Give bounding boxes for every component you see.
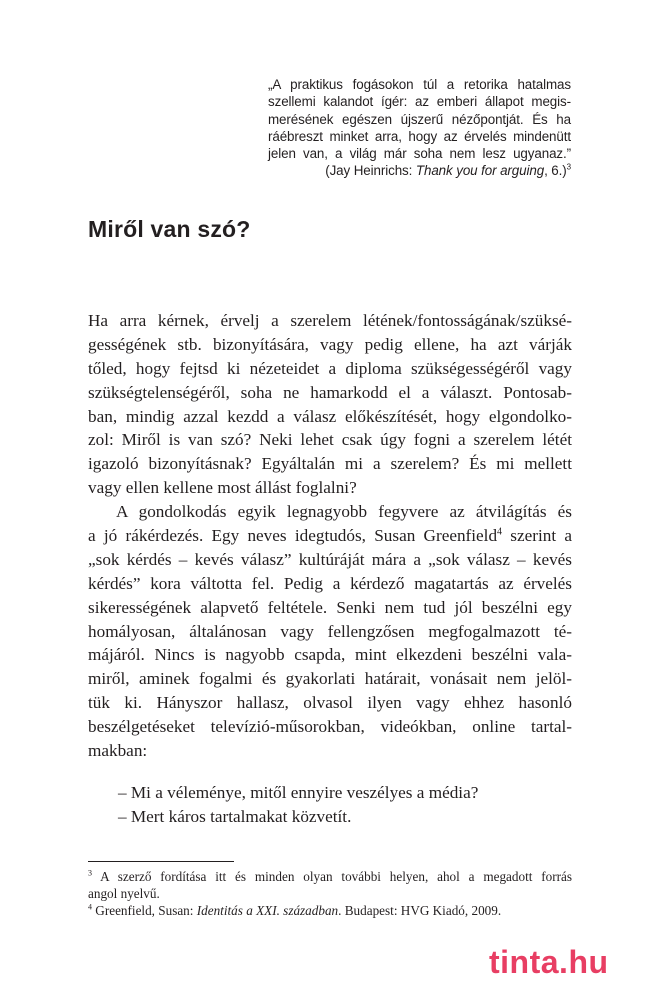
epigraph xyxy=(268,76,571,180)
footnote-number: 3 xyxy=(88,868,92,878)
footnote-3 xyxy=(88,868,572,902)
epigraph-source-title: Thank you for arguing xyxy=(415,163,545,179)
section-heading: Miről van szó? xyxy=(88,216,251,242)
body-line: homályosan, általánosan vagy fellengzősen megfogalmazott té- xyxy=(88,621,572,641)
body-text xyxy=(88,309,572,829)
footnote-line xyxy=(88,902,572,919)
body-line: igazoló bizonyításnak? Egyáltalán mi a szerelem? És mi mellett xyxy=(88,454,572,474)
footnote-line: angol nyelvű. xyxy=(88,886,160,901)
paragraph-gap xyxy=(88,763,572,781)
epigraph-line: ráébreszt minket arra, hogy az érvelés mindenütt xyxy=(268,128,571,144)
footnote-line xyxy=(88,868,572,885)
body-line: tük ki. Hányszor hallasz, olvasol ilyen vagy ehhez hasonló xyxy=(88,693,572,713)
watermark-logo: tinta.hu xyxy=(489,944,609,980)
footnote-4 xyxy=(88,902,572,919)
body-line: A gondolkodás egyik legnagyobb fegyvere az átvilágítás és xyxy=(116,502,572,522)
body-line: szükségtelenségéről, soha ne hamarkodd el a választ. Pontosab- xyxy=(88,382,572,402)
body-line: zol: Miről is van szó? Neki lehet csak úgy fogni a szerelem létét xyxy=(88,430,572,450)
body-line: kérdés” kora váltotta fel. Pedig a kérdező magatartás az érvelés xyxy=(88,573,572,593)
body-line: „sok kérdés – kevés válasz” kultúráját mára a „sok válasz – kevés xyxy=(88,549,572,569)
body-line xyxy=(88,524,572,548)
footnote-title: Identitás a XXI. században xyxy=(196,903,339,918)
body-line: miről, aminek fogalmi és gyakorlati határait, vonásait nem jelöl- xyxy=(88,669,572,689)
footnote-number: 4 xyxy=(88,902,92,912)
epigraph-source-suffix: , 6.) xyxy=(544,163,567,179)
body-line: makban: xyxy=(88,741,148,761)
footnote-divider xyxy=(88,861,234,862)
body-line: vagy ellen kellene most állást foglalni? xyxy=(88,478,357,498)
epigraph-line: „A praktikus fogásokon túl a retorika hatalmas xyxy=(268,77,571,92)
body-line: tőled, hogy fejtsd ki nézeteidet a diploma szükségességéről vagy xyxy=(88,358,572,378)
body-line: beszélgetéseket televízió-műsorokban, videókban, online tartal- xyxy=(88,717,572,737)
body-line: gességének stb. bizonyítására, vagy pedig ellene, ha azt várják xyxy=(88,334,572,354)
epigraph-line: merésének egészen újszerű nézőpontját. És ha xyxy=(268,111,571,127)
body-line: májáról. Nincs is nagyobb csapda, mint elkezdeni beszélni vala- xyxy=(88,645,572,665)
footnote-ref-4[interactable]: 4 xyxy=(497,526,503,538)
body-line-part: a jó rákérdezés. Egy neves idegtudós, Susan Greenfield xyxy=(88,526,498,546)
footnote-text: A szerző fordítása itt és minden olyan további helyen, ahol a megadott forrás xyxy=(92,869,572,884)
epigraph-source-prefix: (Jay Heinrichs: xyxy=(325,163,416,179)
dialogue-line: – Mert káros tartalmakat közvetít. xyxy=(118,806,352,826)
body-line: Ha arra kérnek, érvelj a szerelem létének/fontosságának/szüksé- xyxy=(88,311,572,330)
dialogue-line: – Mi a véleménye, mitől ennyire veszélyes a média? xyxy=(118,782,479,802)
body-line-part: szerint a xyxy=(502,526,572,546)
body-line: ban, mindig azzal kezdd a válasz előkészítését, hogy elgondolko- xyxy=(88,406,572,426)
footnote-text: Greenfield, Susan: xyxy=(92,903,197,918)
epigraph-line: jelen van, a világ már soha nem lesz ugyanaz.” xyxy=(268,146,571,162)
footnotes xyxy=(88,868,572,919)
epigraph-source xyxy=(268,162,571,179)
body-line: sikerességének alapvető feltétele. Senki nem tud jól beszélni egy xyxy=(88,597,572,617)
footnote-ref-3[interactable]: 3 xyxy=(566,163,571,173)
footnote-text: . Budapest: HVG Kiadó, 2009. xyxy=(338,903,502,918)
epigraph-line: szellemi kalandot ígér: az emberi állapot megis- xyxy=(268,94,571,110)
